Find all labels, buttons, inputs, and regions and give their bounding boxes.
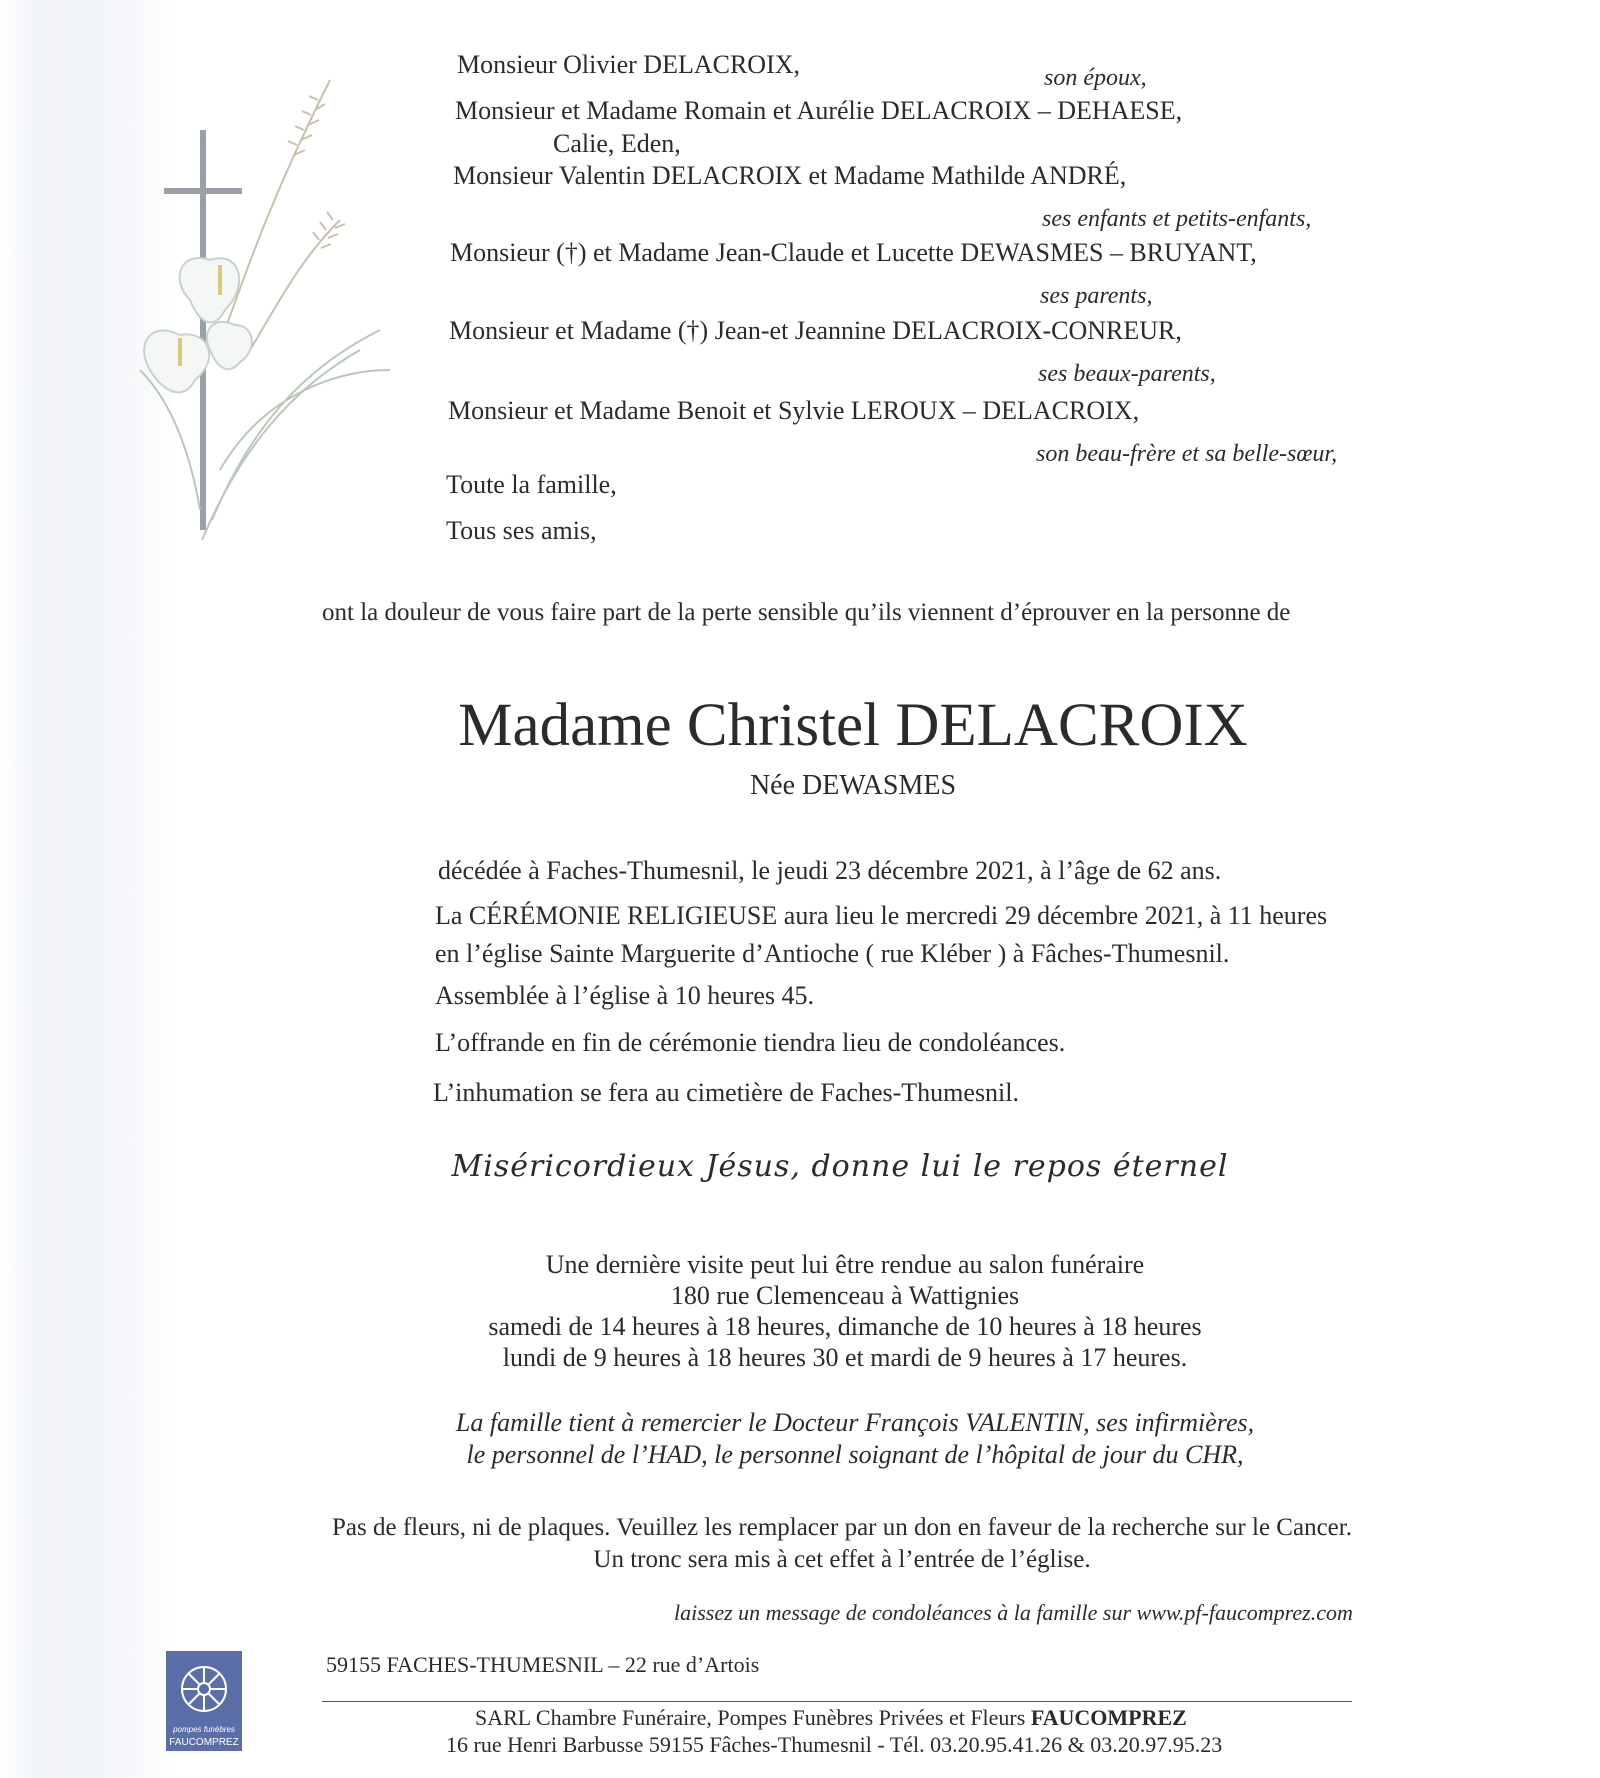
flowers-line-2: Un tronc sera mis à cet effet à l’entrée de l’église. [593,1546,1091,1573]
ceremony-line-1: La CÉRÉMONIE RELIGIEUSE aura lieu le mercredi 29 décembre 2021, à 11 heures [435,901,1328,930]
footer-divider [322,1701,1352,1702]
logo-tagline: pompes funèbres [173,1725,235,1734]
inlaws-name: Monsieur et Madame (†) Jean-et Jeannine DELACROIX-CONREUR, [449,316,1182,345]
visit-line-1: Une dernière visite peut lui être rendue au salon funéraire [545,1250,1145,1279]
maiden-name: Née DEWASMES [749,770,957,801]
thanks-line-2: le personnel de l’HAD, le personnel soignant de l’hôpital de jour du CHR, [466,1440,1244,1469]
announcement-text: ont la douleur de vous faire part de la perte sensible qu’ils viennent d’éprouver en la personne de [322,599,1291,626]
all-family: Toute la famille, [446,470,617,499]
child-couple-name: Monsieur et Madame Romain et Aurélie DELACROIX – DEHAESE, [455,96,1183,125]
inlaws-role: ses beaux-parents, [1038,361,1216,387]
sibling-name: Monsieur et Madame Benoit et Sylvie LEROUX – DELACROIX, [448,396,1140,425]
thanks-line-1: La famille tient à remercier le Docteur François VALENTIN, ses infirmières, [455,1408,1255,1437]
spouse-role: son époux, [1044,65,1147,91]
children-role: ses enfants et petits-enfants, [1042,206,1312,232]
condolences-link[interactable]: laissez un message de condoléances à la famille sur www.pf-faucomprez.com [674,1600,1353,1625]
visit-line-2: 180 rue Clemenceau à Wattignies [670,1281,1020,1310]
death-details: décédée à Faches-Thumesnil, le jeudi 23 décembre 2021, à l’âge de 62 ans. [438,856,1222,885]
deceased-name: Madame Christel DELACROIX [458,692,1248,759]
prayer-text: Miséricordieux Jésus, donne lui le repos éternel [451,1149,1229,1184]
assembly-time: Assemblée à l’église à 10 heures 45. [435,981,815,1010]
logo-brand: FAUCOMPREZ [169,1737,239,1748]
footer-contact: 16 rue Henri Barbusse 59155 Fâches-Thumesnil - Tél. 03.20.95.41.26 & 03.20.97.95.23 [446,1732,1223,1757]
ceremony-line-2: en l’église Sainte Marguerite d’Antioche ( rue Kléber ) à Fâches-Thumesnil. [435,939,1230,968]
visit-line-4: lundi de 9 heures à 18 heures 30 et mardi de 9 heures à 17 heures. [502,1343,1188,1372]
parents-name: Monsieur (†) et Madame Jean-Claude et Lucette DEWASMES – BRUYANT, [450,238,1257,267]
sibling-role: son beau-frère et sa belle-sœur, [1036,441,1338,467]
visit-line-3: samedi de 14 heures à 18 heures, dimanche de 10 heures à 18 heures [488,1312,1202,1341]
child-name: Monsieur Valentin DELACROIX et Madame Mathilde ANDRÉ, [453,161,1127,190]
company-name: FAUCOMPREZ [1030,1705,1187,1730]
wheat-stalk-icon [225,80,345,350]
flower-logo-icon [166,1655,242,1725]
footer-company [475,1707,1187,1729]
burial-note: L’inhumation se fera au cimetière de Faches-Thumesnil. [433,1078,1020,1107]
faucomprez-logo [166,1651,242,1751]
all-friends: Tous ses amis, [446,516,597,545]
cross-and-lily-illustration [130,70,410,590]
parents-role: ses parents, [1040,283,1153,309]
company-prefix: SARL Chambre Funéraire, Pompes Funèbres Privées et Fleurs [475,1705,1031,1730]
flowers-line-1: Pas de fleurs, ni de plaques. Veuillez les remplacer par un don en faveur de la recherche sur le Cancer. [332,1514,1352,1541]
footer-address: 59155 FACHES-THUMESNIL – 22 rue d’Artois [326,1652,760,1677]
lily-flower-icon [144,258,252,392]
offering-note: L’offrande en fin de cérémonie tiendra lieu de condoléances. [435,1028,1066,1057]
spouse-name: Monsieur Olivier DELACROIX, [457,50,801,79]
grandchildren-names: Calie, Eden, [553,129,681,158]
